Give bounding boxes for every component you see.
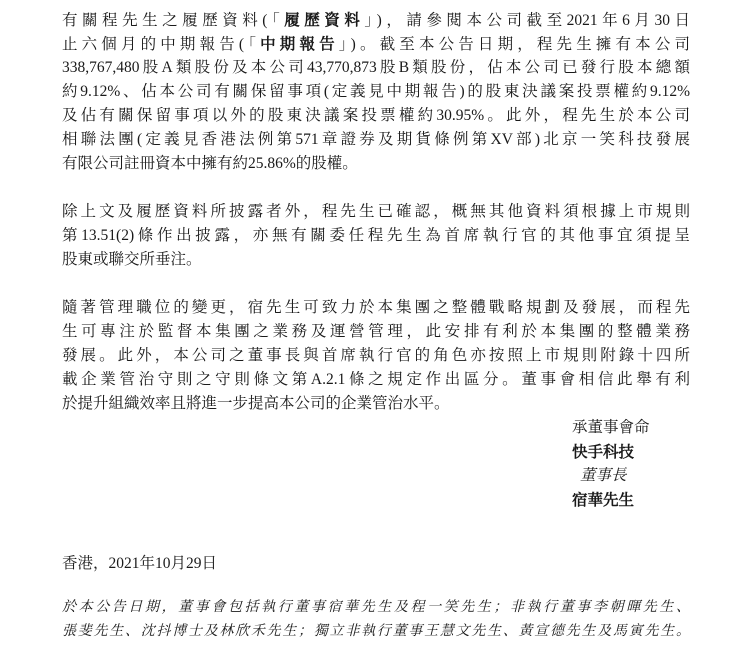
text-line xyxy=(62,8,690,32)
by-order: 承董事會命 xyxy=(572,419,650,436)
text-line: 於本公告日期，董事會包括執行董事宿華先生及程一笑先生；非執行董事李朝暉先生、 xyxy=(62,600,690,615)
signatory-name: 宿華先生 xyxy=(572,491,635,509)
text-line: 於提升組織效率且將進一步提高本公司的企業管治水平。 xyxy=(62,395,450,412)
text-line: 有限公司註冊資本中擁有約25.86%的股權。 xyxy=(62,155,358,172)
board-composition-note xyxy=(62,596,690,644)
defined-term: 中期報告 xyxy=(260,35,339,53)
defined-term: 履歷資料 xyxy=(284,11,365,29)
text-line: 338,767,480股A類股份及本公司43,770,873股B類股份，佔本公司已發行股本總額 xyxy=(62,59,690,76)
text-line xyxy=(62,32,690,56)
signatory-title: 董事長 xyxy=(580,467,627,484)
paragraph-biography xyxy=(62,8,690,176)
paragraph-disclosure xyxy=(62,200,690,272)
signature-block xyxy=(572,416,650,512)
text: 有關程先生之履歷資料(「 xyxy=(62,12,285,29)
text-line: 載企業管治守則之守則條文第A.2.1條之規定作出區分。董事會相信此舉有利 xyxy=(62,371,690,388)
text: 」)。截至本公告日期，程先生擁有本公司 xyxy=(338,36,690,53)
text-line: 相聯法團(定義見香港法例第571章證券及期貨條例第XV部)北京一笑科技發展 xyxy=(62,131,690,148)
text: 」)，請參閱本公司截至2021年6月30日 xyxy=(364,12,690,29)
text-line: 股東或聯交所垂注。 xyxy=(62,251,202,268)
text-line: 發展。此外，本公司之董事長與首席執行官的角色亦按照上市規則附錄十四所 xyxy=(62,347,690,364)
text-line: 生可專注於監督本集團之業務及運營管理，此安排有利於本集團的整體業務 xyxy=(62,323,690,340)
text: 止六個月的中期報告(「 xyxy=(62,36,261,53)
text-line: 及佔有關保留事項以外的股東決議案投票權約30.95%。此外，程先生於本公司 xyxy=(62,107,690,124)
company-name: 快手科技 xyxy=(572,443,635,461)
text-line: 第13.51(2)條作出披露，亦無有關委任程先生為首席執行官的其他事宜須提呈 xyxy=(62,227,690,244)
text-line: 張斐先生、沈抖博士及林欣禾先生；獨立非執行董事王慧文先生、黃宣德先生及馬寅先生。 xyxy=(62,624,690,639)
paragraph-management-change xyxy=(62,296,690,416)
text-line: 除上文及履歷資料所披露者外，程先生已確認，概無其他資料須根據上市規則 xyxy=(62,203,690,220)
date-line: 香港，2021年10月29日 xyxy=(62,555,218,572)
text-line: 約9.12%、佔本公司有關保留事項(定義見中期報告)的股東決議案投票權約9.12% xyxy=(62,83,690,100)
text-line: 隨著管理職位的變更，宿先生可致力於本集團之整體戰略規劃及發展，而程先 xyxy=(62,299,690,316)
